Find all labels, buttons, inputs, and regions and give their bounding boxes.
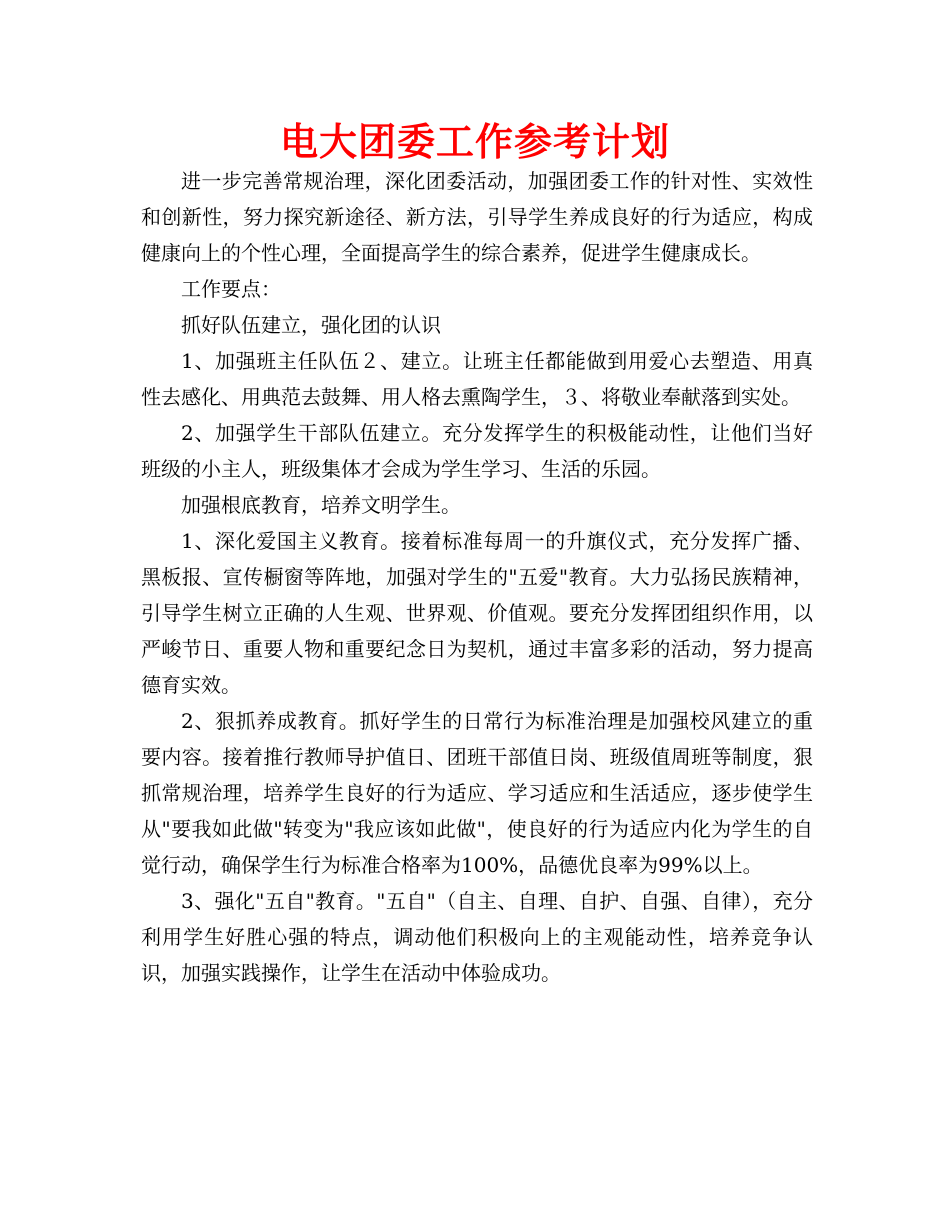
- paragraph-key-points-heading: 工作要点：: [181, 277, 281, 301]
- paragraph-section-heading-education: 加强根底教育，培养文明学生。: [181, 493, 461, 517]
- paragraph-team-item-1: 1、加强班主任队伍２、建立。让班主任都能做到用爱心去塑造、用真性去感化、用典范去鼓舞、用人格去熏陶学生，３、将敬业奉献落到实处。: [141, 349, 813, 409]
- paragraph-education-item-3: 3、强化"五自"教育。"五自"（自主、自理、自护、自强、自律），充分利用学生好胜心强的特点，调动他们积极向上的主观能动性，培养竞争认识，加强实践操作，让学生在活动中体验成功。: [141, 889, 813, 985]
- paragraph-team-item-2: 2、加强学生干部队伍建立。充分发挥学生的积极能动性，让他们当好班级的小主人，班级集体才会成为学生学习、生活的乐园。: [141, 421, 813, 481]
- paragraph-section-heading-team: 抓好队伍建立，强化团的认识: [181, 313, 441, 337]
- document-title: 电大团委工作参考计划: [279, 120, 670, 164]
- document-body: [141, 163, 813, 991]
- paragraph-education-item-2: 2、狠抓养成教育。抓好学生的日常行为标准治理是加强校风建立的重要内容。接着推行教师导护值日、团班干部值日岗、班级值周班等制度，狠抓常规治理，培养学生良好的行为适应、学习适应和生活适应，逐步使学生从"要我如此做"转变为"我应该如此做"，使良好的行为适应内化为学生的自觉行动，确保学生行为标准合格率为100%，品德优良率为99%以上。: [141, 709, 813, 877]
- paragraph-intro: 进一步完善常规治理，深化团委活动，加强团委工作的针对性、实效性和创新性，努力探究新途径、新方法，引导学生养成良好的行为适应，构成健康向上的个性心理，全面提高学生的综合素养，促进学生健康成长。: [141, 169, 813, 265]
- paragraph-education-item-1: 1、深化爱国主义教育。接着标准每周一的升旗仪式，充分发挥广播、黑板报、宣传橱窗等阵地，加强对学生的"五爱"教育。大力弘扬民族精神，引导学生树立正确的人生观、世界观、价值观。要充分发挥团组织作用，以严峻节日、重要人物和重要纪念日为契机，通过丰富多彩的活动，努力提高德育实效。: [141, 529, 813, 697]
